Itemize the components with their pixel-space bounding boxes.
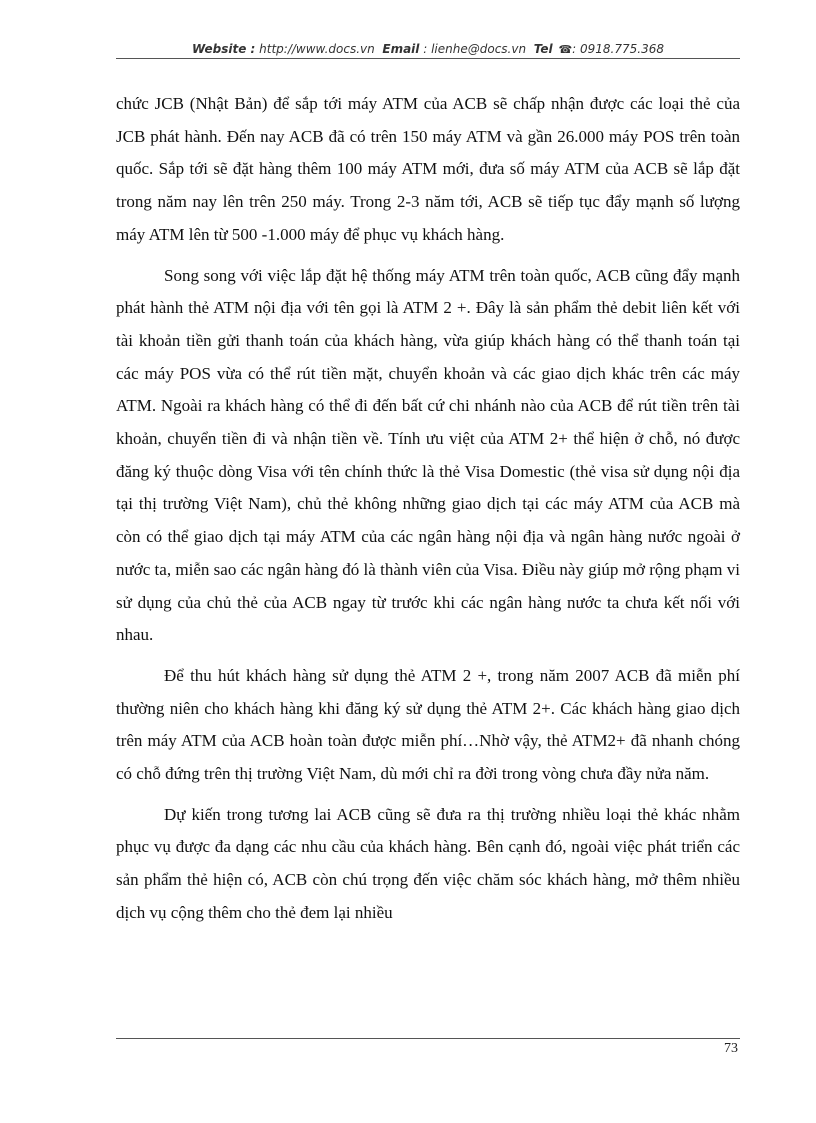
website-label: Website : (192, 42, 256, 56)
website-url: http://www.docs.vn (259, 42, 375, 56)
paragraph-4: Dự kiến trong tương lai ACB cũng sẽ đưa ra thị trường nhiều loại thẻ khác nhằm phục vụ được đa dạng các nhu cầu của khách hàng. Bên cạnh đó, ngoài việc phát triển các sản phẩm thẻ hiện có, ACB còn chú trọng đến việc chăm sóc khách hàng, mở thêm nhiều dịch vụ cộng thêm cho thẻ đem lại nhiều (116, 804, 740, 922)
email-address: : lienhe@docs.vn (423, 42, 527, 56)
body-text (116, 88, 740, 938)
email-label: Email (382, 42, 420, 56)
footer-divider (116, 1038, 740, 1039)
paragraph-3: Để thu hút khách hàng sử dụng thẻ ATM 2 +, trong năm 2007 ACB đã miễn phí thường niên cho khách hàng khi đăng ký sử dụng thẻ ATM 2+. Các khách hàng giao dịch trên máy ATM của ACB hoàn toàn được miễn phí…Nhờ vậy, thẻ ATM2+ đã nhanh chóng có chỗ đứng trên thị trường Việt Nam, dù mới chỉ ra đời trong vòng chưa đầy nửa năm. (116, 665, 740, 784)
paragraph-2: Song song với việc lắp đặt hệ thống máy ATM trên toàn quốc, ACB cũng đẩy mạnh phát hành thẻ ATM nội địa với tên gọi là ATM 2 +. Đây là sản phẩm thẻ debit liên kết với tài khoản tiền gửi thanh toán của khách hàng, vừa giúp khách hàng có thể thanh toán tại các máy POS vừa có thể rút tiền mặt, chuyển khoản và các giao dịch khác trên các máy ATM. Ngoài ra khách hàng có thể đi đến bất cứ chi nhánh nào của ACB để rút tiền trên tài khoản, chuyển tiền đi và nhận tiền về. Tính ưu việt của ATM 2+ thể hiện ở chỗ, nó được đăng ký thuộc dòng Visa với tên chính thức là thẻ Visa Domestic (thẻ visa sử dụng nội địa tại thị trường Việt Nam), chủ thẻ không những giao dịch tại các máy ATM của ACB mà còn có thể giao dịch tại máy ATM của các ngân hàng nội địa và ngân hàng nước ngoài ở nước ta, miễn sao các ngân hàng đó là thành viên của Visa. Điều này giúp mở rộng phạm vi sử dụng của chủ thẻ của ACB ngay từ trước khi các ngân hàng nước ta chưa kết nối với nhau. (116, 265, 740, 645)
paragraph-1: chức JCB (Nhật Bản) để sắp tới máy ATM của ACB sẽ chấp nhận được các loại thẻ của JCB phát hành. Đến nay ACB đã có trên 150 máy ATM và gần 26.000 máy POS trên toàn quốc. Sắp tới sẽ đặt hàng thêm 100 máy ATM mới, đưa số máy ATM của ACB sẽ lắp đặt trong năm nay lên trên 250 máy. Trong 2-3 năm tới, ACB sẽ tiếp tục đẩy mạnh số lượng máy ATM lên từ 500 -1.000 máy để phục vụ khách hàng. (116, 94, 740, 244)
phone-icon: ☎ (558, 43, 573, 56)
tel-number: : 0918.775.368 (572, 42, 664, 56)
header-divider (116, 58, 740, 59)
page-number: 73 (724, 1041, 738, 1056)
tel-label: Tel (533, 42, 553, 56)
